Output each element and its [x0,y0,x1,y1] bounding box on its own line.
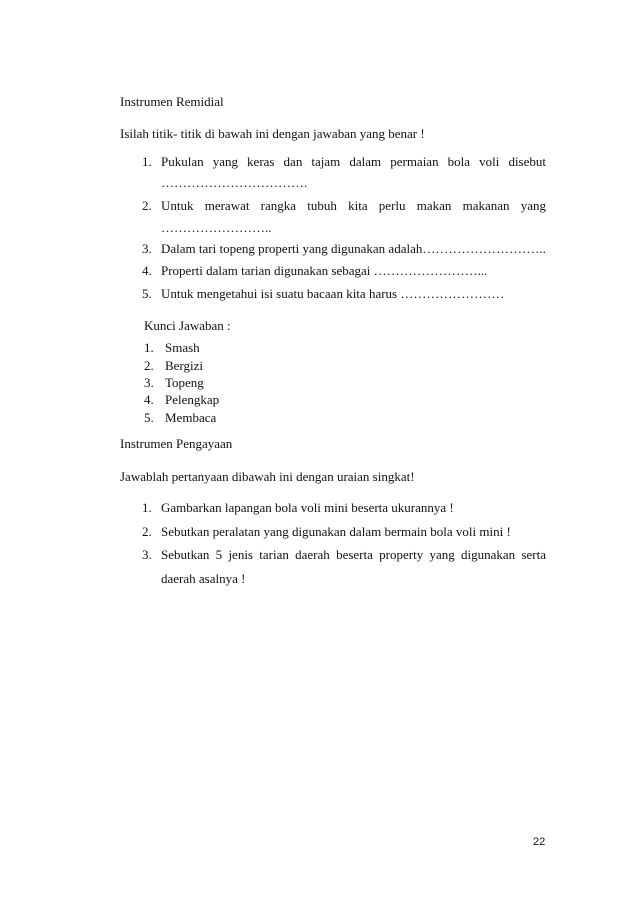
question-number: 1. [142,500,152,515]
answer-text: Smash [165,340,200,355]
question-number: 1. [142,154,152,169]
answer-text: Topeng [165,375,204,390]
question-number: 2. [142,524,152,539]
question-number: 5. [142,286,152,301]
question-text: Sebutkan 5 jenis tarian daerah beserta property yang digunakan serta [161,547,546,562]
question-text: Untuk mengetahui isi suatu bacaan kita harus …………………… [161,286,505,301]
question-blank: ……………………………. [161,175,308,190]
answer-number: 1. [144,340,154,355]
remedial-instruction: Isilah titik- titik di bawah ini dengan jawaban yang benar ! [120,126,425,141]
question-text-continued: daerah asalnya ! [161,571,246,586]
answer-number: 5. [144,410,154,425]
answer-number: 3. [144,375,154,390]
question-number: 4. [142,263,152,278]
question-text: Sebutkan peralatan yang digunakan dalam bermain bola voli mini ! [161,524,511,539]
question-text: Untuk merawat rangka tubuh kita perlu makan makanan yang [161,198,546,213]
answer-number: 2. [144,358,154,373]
question-number: 3. [142,241,152,256]
question-text: Properti dalam tarian digunakan sebagai ……………………... [161,263,488,278]
enrichment-instruction: Jawablah pertanyaan dibawah ini dengan uraian singkat! [120,469,415,484]
question-blank: …………………….. [161,220,272,235]
answer-text: Pelengkap [165,392,220,407]
answer-text: Bergizi [165,358,204,373]
enrichment-heading: Instrumen Pengayaan [120,436,233,451]
question-number: 2. [142,198,152,213]
answer-number: 4. [144,392,154,407]
question-text: Pukulan yang keras dan tajam dalam permaian bola voli disebut [161,154,546,169]
question-number: 3. [142,547,152,562]
question-text: Dalam tari topeng properti yang digunakan adalah……………………….. [161,241,546,256]
remedial-heading: Instrumen Remidial [120,94,224,109]
page-number: 22 [533,836,546,848]
answer-text: Membaca [165,410,217,425]
answer-key-title: Kunci Jawaban : [144,318,231,333]
question-text: Gambarkan lapangan bola voli mini beserta ukurannya ! [161,500,454,515]
